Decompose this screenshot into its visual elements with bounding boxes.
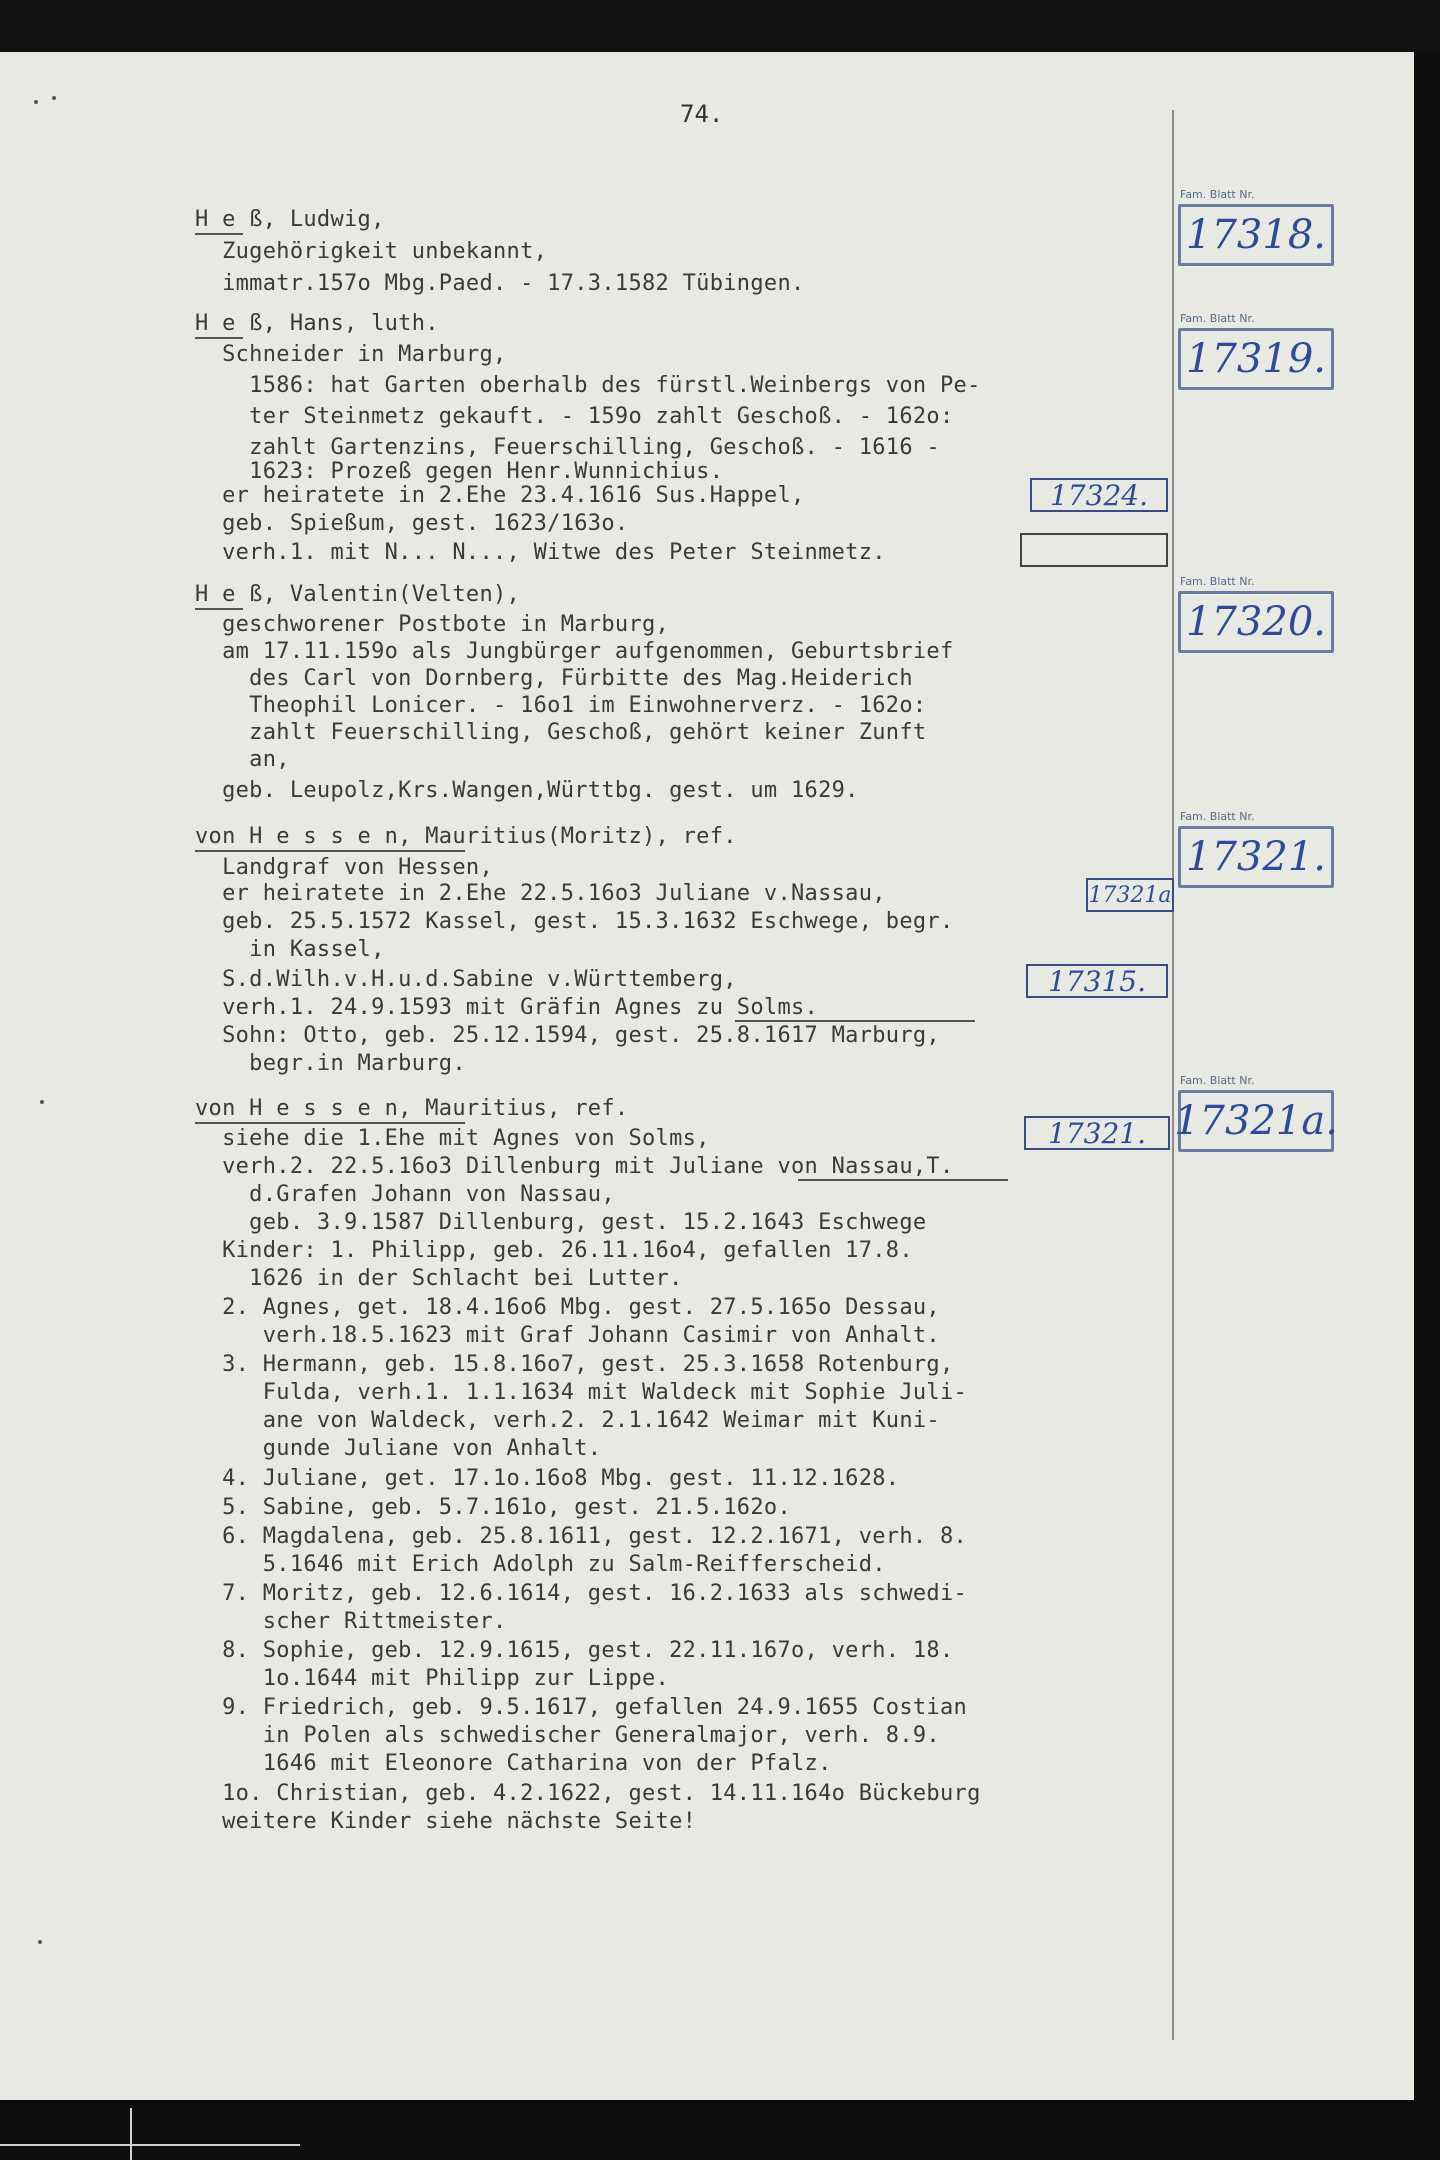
entry-line: 5. Sabine, geb. 5.7.161o, gest. 21.5.162o. xyxy=(195,1495,791,1520)
page-number: 74. xyxy=(680,100,724,128)
margin-rule xyxy=(1172,110,1174,2040)
entry-line: verh.1. 24.9.1593 mit Gräfin Agnes zu Solms. xyxy=(195,995,819,1020)
entry-line: geb. 25.5.1572 Kassel, gest. 15.3.1632 Eschwege, begr. xyxy=(195,909,954,934)
entry-line: 9. Friedrich, geb. 9.5.1617, gefallen 24.9.1655 Costian xyxy=(195,1695,968,1720)
entry-line: weitere Kinder siehe nächste Seite! xyxy=(195,1809,697,1834)
fam-sheet-number: 17321. xyxy=(1178,826,1334,888)
entry-line: Schneider in Marburg, xyxy=(195,342,507,367)
fam-sheet-number: 17319. xyxy=(1178,328,1334,390)
entry-heading: H e ß, Hans, luth. xyxy=(195,311,439,336)
entry-line: 1586: hat Garten oberhalb des fürstl.Weinbergs von Pe- xyxy=(195,373,981,398)
entry-line: an, xyxy=(195,747,290,772)
entry-line: verh.2. 22.5.16o3 Dillenburg mit Juliane von Nassau,T. xyxy=(195,1154,954,1179)
entry-line: geb. 3.9.1587 Dillenburg, gest. 15.2.1643 Eschwege xyxy=(195,1210,927,1235)
scan-bottom-strip xyxy=(0,2100,1440,2160)
entry-line: 1646 mit Eleonore Catharina von der Pfalz. xyxy=(195,1751,832,1776)
family-number-stamp: 17324. xyxy=(1030,478,1168,512)
family-number-stamp: 17315. xyxy=(1026,964,1168,998)
entry-line: ter Steinmetz gekauft. - 159o zahlt Geschoß. - 162o: xyxy=(195,404,954,429)
entry-line: siehe die 1.Ehe mit Agnes von Solms, xyxy=(195,1126,710,1151)
heading-underline xyxy=(195,337,243,339)
entry-line: Sohn: Otto, geb. 25.12.1594, gest. 25.8.1617 Marburg, xyxy=(195,1023,940,1048)
fam-sheet-box xyxy=(1178,810,1338,888)
entry-line: d.Grafen Johann von Nassau, xyxy=(195,1182,615,1207)
heading-underline xyxy=(195,233,243,235)
entry-line: 2. Agnes, get. 18.4.16o6 Mbg. gest. 27.5.165o Dessau, xyxy=(195,1295,940,1320)
fam-sheet-label: Fam. Blatt Nr. xyxy=(1180,810,1255,823)
fam-sheet-label: Fam. Blatt Nr. xyxy=(1180,188,1255,201)
entry-line: Zugehörigkeit unbekannt, xyxy=(195,239,548,264)
entry-line: am 17.11.159o als Jungbürger aufgenommen, Geburtsbrief xyxy=(195,639,954,664)
entry-line: geb. Leupolz,Krs.Wangen,Württbg. gest. um 1629. xyxy=(195,778,859,803)
entry-line: er heiratete in 2.Ehe 23.4.1616 Sus.Happel, xyxy=(195,483,805,508)
entry-line: Landgraf von Hessen, xyxy=(195,855,493,880)
name-underline xyxy=(798,1179,1008,1181)
entry-line: 6. Magdalena, geb. 25.8.1611, gest. 12.2.1671, verh. 8. xyxy=(195,1524,968,1549)
fam-sheet-label: Fam. Blatt Nr. xyxy=(1180,575,1255,588)
fam-sheet-label: Fam. Blatt Nr. xyxy=(1180,1074,1255,1087)
entry-line: scher Rittmeister. xyxy=(195,1609,507,1634)
entry-line: er heiratete in 2.Ehe 22.5.16o3 Juliane v.Nassau, xyxy=(195,881,886,906)
entry-line: 5.1646 mit Erich Adolph zu Salm-Reifferscheid. xyxy=(195,1552,886,1577)
ruler-tick xyxy=(130,2108,132,2160)
entry-line: 7. Moritz, geb. 12.6.1614, gest. 16.2.1633 als schwedi- xyxy=(195,1581,968,1606)
entry-line: 1623: Prozeß gegen Henr.Wunnichius. xyxy=(195,459,724,484)
fam-sheet-box xyxy=(1178,575,1338,653)
entry-line: geschworener Postbote in Marburg, xyxy=(195,612,670,637)
fam-sheet-box xyxy=(1174,1074,1338,1152)
entry-heading: von H e s s e n, Mauritius(Moritz), ref. xyxy=(195,824,737,849)
entry-line: 1626 in der Schlacht bei Lutter. xyxy=(195,1266,683,1291)
entry-line: verh.18.5.1623 mit Graf Johann Casimir von Anhalt. xyxy=(195,1323,940,1348)
entry-line: in Polen als schwedischer Generalmajor, verh. 8.9. xyxy=(195,1723,940,1748)
entry-line: in Kassel, xyxy=(195,937,385,962)
entry-line: begr.in Marburg. xyxy=(195,1051,466,1076)
entry-line: 8. Sophie, geb. 12.9.1615, gest. 22.11.167o, verh. 18. xyxy=(195,1638,954,1663)
entry-line: zahlt Gartenzins, Feuerschilling, Geschoß. - 1616 - xyxy=(195,435,940,460)
entry-line: Fulda, verh.1. 1.1.1634 mit Waldeck mit Sophie Juli- xyxy=(195,1380,968,1405)
entry-line: ane von Waldeck, verh.2. 2.1.1642 Weimar mit Kuni- xyxy=(195,1408,940,1433)
fam-sheet-number: 17318. xyxy=(1178,204,1334,266)
entry-line: verh.1. mit N... N..., Witwe des Peter Steinmetz. xyxy=(195,540,886,565)
fam-sheet-number: 17320. xyxy=(1178,591,1334,653)
family-number-stamp: 17321. xyxy=(1024,1116,1170,1150)
entry-line: immatr.157o Mbg.Paed. - 17.3.1582 Tübingen. xyxy=(195,271,805,296)
entry-line: 4. Juliane, get. 17.1o.16o8 Mbg. gest. 11.12.1628. xyxy=(195,1466,900,1491)
entry-line: 1o. Christian, geb. 4.2.1622, gest. 14.11.164o Bückeburg xyxy=(195,1781,981,1806)
entry-line: Theophil Lonicer. - 16o1 im Einwohnerverz. - 162o: xyxy=(195,693,927,718)
family-number-stamp: 17321a xyxy=(1086,878,1174,912)
fam-sheet-number: 17321a. xyxy=(1178,1090,1334,1152)
fam-sheet-label: Fam. Blatt Nr. xyxy=(1180,312,1255,325)
entry-line: geb. Spießum, gest. 1623/163o. xyxy=(195,511,629,536)
scan-edge xyxy=(1414,52,1440,2102)
name-underline xyxy=(735,1020,975,1022)
entry-heading: H e ß, Valentin(Velten), xyxy=(195,582,521,607)
heading-underline xyxy=(195,1122,465,1124)
entry-line: des Carl von Dornberg, Fürbitte des Mag.Heiderich xyxy=(195,666,913,691)
heading-underline xyxy=(195,608,243,610)
entry-line: zahlt Feuerschilling, Geschoß, gehört keiner Zunft xyxy=(195,720,927,745)
entry-line: Kinder: 1. Philipp, geb. 26.11.16o4, gefallen 17.8. xyxy=(195,1238,913,1263)
entry-line: 3. Hermann, geb. 15.8.16o7, gest. 25.3.1658 Rotenburg, xyxy=(195,1352,954,1377)
heading-underline xyxy=(195,850,465,852)
entry-heading: von H e s s e n, Mauritius, ref. xyxy=(195,1096,629,1121)
fam-sheet-box xyxy=(1178,188,1338,266)
entry-line: 1o.1644 mit Philipp zur Lippe. xyxy=(195,1666,670,1691)
entry-heading: H e ß, Ludwig, xyxy=(195,207,385,232)
fam-sheet-box xyxy=(1178,312,1338,390)
ruler-line xyxy=(0,2144,300,2146)
entry-line: gunde Juliane von Anhalt. xyxy=(195,1436,602,1461)
entry-line: S.d.Wilh.v.H.u.d.Sabine v.Württemberg, xyxy=(195,967,737,992)
